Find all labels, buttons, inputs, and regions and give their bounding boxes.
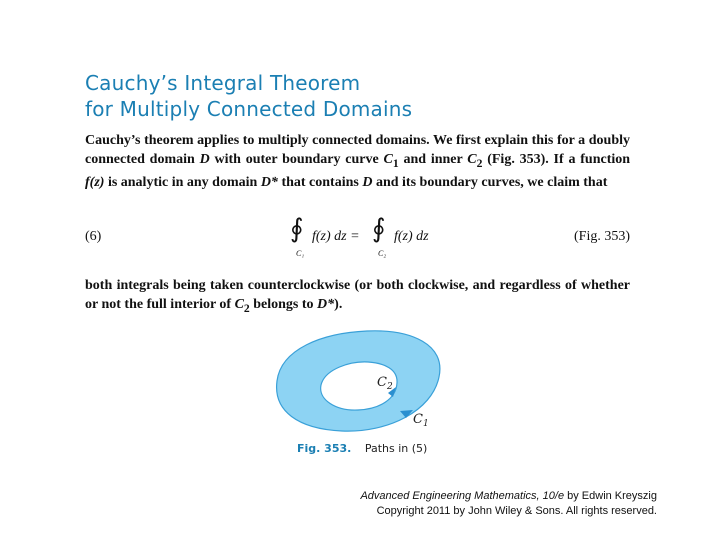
- copyright-credit: [360, 489, 657, 519]
- title-line-2: for Multiply Connected Domains: [85, 97, 413, 121]
- doubly-connected-term: doubly connected domain: [85, 133, 630, 167]
- credit-line-1: [360, 489, 657, 504]
- curve-c1-symbol: C: [383, 152, 393, 167]
- intro-text-5: is analytic in any domain: [104, 174, 261, 190]
- domain-symbol-2: D: [362, 174, 373, 190]
- book-author: by Edwin Kreyszig: [564, 490, 657, 502]
- intro-text-2: with outer boundary curve: [209, 152, 384, 167]
- intro-text-6: that contains: [277, 174, 363, 190]
- domain-star-symbol: D*: [260, 174, 278, 190]
- contour-integral-left: ∮: [290, 214, 304, 244]
- label-c2: $C_2$: [377, 375, 393, 392]
- book-title: Advanced Engineering Mathematics, 10/e: [360, 490, 565, 502]
- caption-number: Fig. 353.: [297, 442, 352, 455]
- intro-text-7: and its boundary curves, we claim that: [372, 174, 608, 190]
- caption-text: Paths in (5): [364, 442, 428, 455]
- equation-reference: (Fig. 353): [574, 229, 630, 244]
- figure-caption: [297, 442, 427, 455]
- contour-integral-right: ∮: [372, 214, 386, 244]
- equation-lhs: f(z) dz =: [312, 229, 360, 244]
- title-line-1: Cauchy’s Integral Theorem: [85, 71, 361, 95]
- domain-star-symbol-2: D*: [317, 297, 335, 312]
- label-c1: $C_1$: [413, 412, 429, 429]
- after-text-2: belongs to: [249, 297, 318, 312]
- intro-text-3: and inner: [398, 152, 468, 167]
- equation-body: [290, 216, 450, 262]
- after-text-3: ).: [334, 297, 343, 312]
- slide-title: [85, 70, 412, 122]
- integral-subscript-left: C₁: [296, 249, 305, 258]
- after-paragraph: [85, 276, 630, 318]
- intro-text-1: Cauchy’s theorem applies to multiply connected domains. We first explain this for a: [85, 133, 589, 148]
- curve-c2-subscript-2: 2: [243, 301, 250, 315]
- intro-paragraph: [85, 131, 630, 192]
- curve-c2-symbol-2: C: [234, 297, 244, 312]
- curve-c2-symbol: C: [467, 152, 477, 167]
- credit-line-2: Copyright 2011 by John Wiley & Sons. All rights reserved.: [376, 505, 657, 517]
- curve-c2-subscript: 2: [476, 156, 483, 170]
- intro-text-4: (Fig. 353). If a function: [482, 152, 631, 167]
- after-text-1: both integrals being taken counterclockwise (or both clockwise, and regardless of whether or not the full interior of: [85, 278, 630, 312]
- equation-6: [85, 216, 630, 262]
- domain-symbol: D: [199, 152, 210, 167]
- function-symbol: f(z): [85, 174, 105, 190]
- equation-number: (6): [85, 229, 102, 244]
- annulus-figure: [270, 325, 450, 440]
- equation-rhs: f(z) dz: [394, 229, 429, 244]
- integral-subscript-right: C₂: [378, 249, 387, 258]
- curve-c1-subscript: 1: [392, 156, 399, 170]
